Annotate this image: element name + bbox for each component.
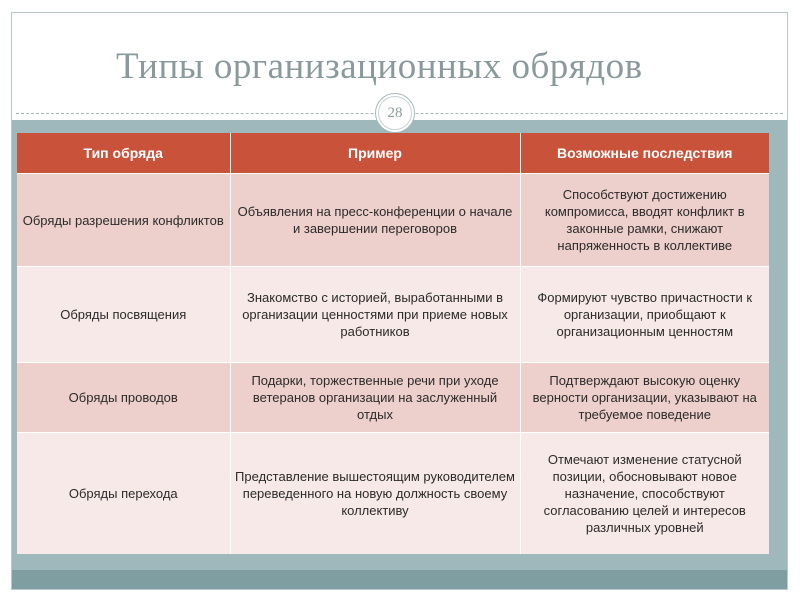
- table-header-row: [17, 133, 769, 174]
- cell-consequences: Способствуют достижению компромисса, вводят конфликт в законные рамки, снижают напряженность в коллективе: [520, 174, 769, 267]
- table-row: [17, 174, 769, 267]
- cell-consequences: Отмечают изменение статусной позиции, обосновывают новое назначение, способствуют согласованию целей и интересов различных уровней: [520, 433, 769, 554]
- cell-type: Обряды разрешения конфликтов: [17, 174, 230, 267]
- header-type: Тип обряда: [17, 133, 230, 174]
- cell-example: Объявления на пресс-конференции о начале и завершении переговоров: [230, 174, 520, 267]
- header-consequences: Возможные последствия: [520, 133, 769, 174]
- cell-example: Знакомство с историей, выработанными в организации ценностями при приеме новых работников: [230, 267, 520, 363]
- slide-title: Типы организационных обрядов: [116, 46, 643, 87]
- cell-type: Обряды перехода: [17, 433, 230, 554]
- bottom-band: [12, 570, 787, 589]
- table-row: [17, 433, 769, 554]
- cell-consequences: Формируют чувство причастности к организации, приобщают к организационным ценностям: [520, 267, 769, 363]
- cell-type: Обряды проводов: [17, 363, 230, 433]
- header-example: Пример: [230, 133, 520, 174]
- table-row: [17, 267, 769, 363]
- page-number: 28: [378, 96, 412, 130]
- cell-consequences: Подтверждают высокую оценку верности организации, указывают на требуемое поведение: [520, 363, 769, 433]
- page-number-badge: [375, 93, 415, 133]
- cell-type: Обряды посвящения: [17, 267, 230, 363]
- table-row: [17, 363, 769, 433]
- rites-table: [17, 133, 769, 554]
- cell-example: Подарки, торжественные речи при уходе ветеранов организации на заслуженный отдых: [230, 363, 520, 433]
- cell-example: Представление вышестоящим руководителем переведенного на новую должность своему коллективу: [230, 433, 520, 554]
